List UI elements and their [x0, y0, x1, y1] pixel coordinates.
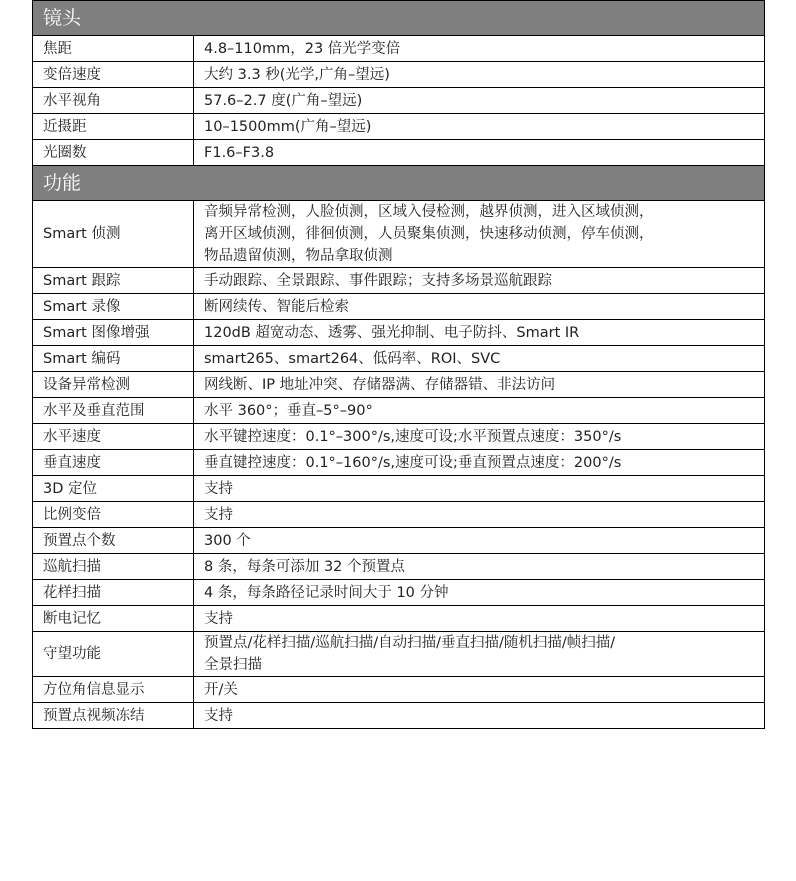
spec-value-line: 4 条，每条路径记录时间大于 10 分钟 [204, 584, 449, 601]
spec-value [194, 201, 765, 268]
spec-label: 水平速度 [33, 424, 194, 450]
spec-value-line: 开/关 [204, 681, 238, 698]
spec-table [32, 0, 765, 729]
spec-value-line: smart265、smart264、低码率、ROI、SVC [204, 350, 501, 367]
spec-value [194, 502, 765, 528]
spec-label: 垂直速度 [33, 450, 194, 476]
spec-label: 守望功能 [33, 632, 194, 677]
spec-value [194, 320, 765, 346]
table-row [33, 398, 765, 424]
table-row [33, 372, 765, 398]
spec-value-line: 支持 [204, 610, 233, 627]
spec-value [194, 140, 765, 166]
table-row [33, 88, 765, 114]
spec-value [194, 294, 765, 320]
spec-label: 方位角信息显示 [33, 677, 194, 703]
spec-value [194, 606, 765, 632]
section-header [33, 1, 765, 36]
spec-value-line: 大约 3.3 秒(光学,广角–望远) [204, 66, 390, 83]
table-row [33, 201, 765, 268]
spec-table-body [33, 1, 765, 729]
spec-value [194, 62, 765, 88]
spec-value [194, 88, 765, 114]
spec-label: 光圈数 [33, 140, 194, 166]
spec-value-line: 预置点/花样扫描/巡航扫描/自动扫描/垂直扫描/随机扫描/帧扫描/ [204, 635, 616, 651]
spec-value-line: 300 个 [204, 532, 251, 549]
spec-value [194, 114, 765, 140]
table-row [33, 502, 765, 528]
spec-value [194, 398, 765, 424]
section-title: 功能 [33, 166, 765, 201]
spec-label: 比例变倍 [33, 502, 194, 528]
spec-label: Smart 跟踪 [33, 268, 194, 294]
spec-value-line: F1.6–F3.8 [204, 144, 275, 161]
spec-label: Smart 侦测 [33, 201, 194, 268]
spec-label: 水平及垂直范围 [33, 398, 194, 424]
table-row [33, 528, 765, 554]
table-row [33, 554, 765, 580]
spec-label: Smart 录像 [33, 294, 194, 320]
spec-label: 水平视角 [33, 88, 194, 114]
table-row [33, 703, 765, 729]
table-row [33, 346, 765, 372]
table-row [33, 476, 765, 502]
spec-value-line: 57.6–2.7 度(广角–望远) [204, 92, 363, 109]
spec-value-line: 物品遗留侦测，物品拿取侦测 [204, 248, 393, 264]
spec-label: 断电记忆 [33, 606, 194, 632]
spec-value-line: 10–1500mm(广角–望远) [204, 118, 372, 135]
spec-label: 近摄距 [33, 114, 194, 140]
spec-label: Smart 编码 [33, 346, 194, 372]
table-row [33, 140, 765, 166]
spec-value [194, 346, 765, 372]
spec-value [194, 372, 765, 398]
table-row [33, 268, 765, 294]
spec-value [194, 424, 765, 450]
spec-value [194, 36, 765, 62]
table-row [33, 606, 765, 632]
spec-value-line: 支持 [204, 707, 233, 724]
section-title: 镜头 [33, 1, 765, 36]
spec-value-line: 120dB 超宽动态、透雾、强光抑制、电子防抖、Smart IR [204, 324, 580, 341]
spec-value-line: 离开区域侦测，徘徊侦测，人员聚集侦测，快速移动侦测，停车侦测， [204, 226, 654, 242]
table-row [33, 114, 765, 140]
table-row [33, 320, 765, 346]
spec-label: 焦距 [33, 36, 194, 62]
spec-value-line: 垂直键控速度：0.1°–160°/s,速度可设;垂直预置点速度：200°/s [204, 454, 622, 471]
spec-label: 3D 定位 [33, 476, 194, 502]
spec-value [194, 554, 765, 580]
spec-label: 预置点个数 [33, 528, 194, 554]
spec-value [194, 580, 765, 606]
table-row [33, 677, 765, 703]
spec-label: 设备异常检测 [33, 372, 194, 398]
spec-value-line: 支持 [204, 480, 233, 497]
spec-value-line: 音频异常检测，人脸侦测，区域入侵检测，越界侦测，进入区域侦测， [204, 204, 654, 220]
spec-value-line: 手动跟踪、全景跟踪、事件跟踪；支持多场景巡航跟踪 [204, 272, 552, 289]
spec-value [194, 268, 765, 294]
spec-label: 花样扫描 [33, 580, 194, 606]
spec-value [194, 476, 765, 502]
table-row [33, 62, 765, 88]
table-row [33, 294, 765, 320]
spec-value [194, 677, 765, 703]
spec-value [194, 528, 765, 554]
table-row [33, 36, 765, 62]
spec-label: Smart 图像增强 [33, 320, 194, 346]
table-row [33, 450, 765, 476]
spec-value-line: 水平 360°；垂直–5°–90° [204, 402, 373, 419]
spec-value-line: 网线断、IP 地址冲突、存储器满、存储器错、非法访问 [204, 376, 556, 393]
spec-label: 巡航扫描 [33, 554, 194, 580]
spec-value-line: 8 条，每条可添加 32 个预置点 [204, 558, 406, 575]
spec-value-line: 全景扫描 [204, 657, 262, 673]
table-row [33, 632, 765, 677]
spec-value [194, 703, 765, 729]
table-row [33, 424, 765, 450]
spec-value [194, 450, 765, 476]
table-row [33, 580, 765, 606]
spec-value [194, 632, 765, 677]
spec-label: 变倍速度 [33, 62, 194, 88]
spec-value-line: 断网续传、智能后检索 [204, 298, 349, 315]
spec-value-line: 支持 [204, 506, 233, 523]
section-header [33, 166, 765, 201]
spec-value-line: 4.8–110mm，23 倍光学变倍 [204, 40, 401, 57]
spec-value-line: 水平键控速度：0.1°–300°/s,速度可设;水平预置点速度：350°/s [204, 428, 622, 445]
spec-label: 预置点视频冻结 [33, 703, 194, 729]
